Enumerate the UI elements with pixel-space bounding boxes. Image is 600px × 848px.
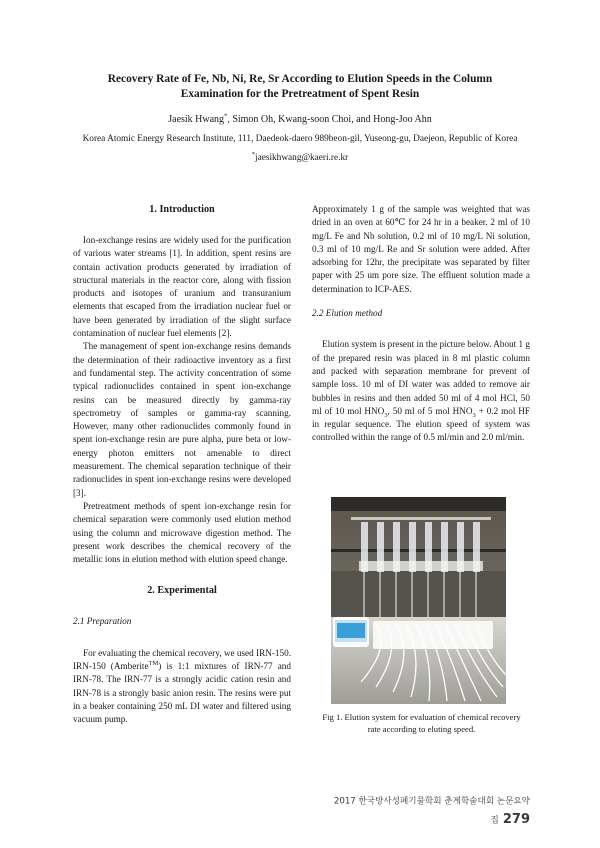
- paper-title: [60, 72, 540, 102]
- caption-line-1: Fig 1. Elution system for evaluation of chemical recovery: [322, 712, 521, 722]
- trademark-mark: TM: [148, 659, 159, 667]
- intro-paragraph-3: Pretreatment methods of spent ion-exchange resin for chemical separation were commonly used elution method using the column and microwave digestion method. The present work describes the chemical recovery of the metallic ions in elution method with elution speed change.: [73, 500, 291, 565]
- intro-paragraph-1: Ion-exchange resins are widely used for the purification of various water streams [1]. In addition, spent resins are contain activation products generated by irradiation of structural materials in the reactor core, along with fission products and isotopes of uranium and transuranium elements that escaped from the irradiation nuclear fuel or have been generated by irradiation of the slight surface contamination of nuclear fuel elements [2].: [73, 235, 291, 339]
- email-mark: *: [251, 150, 255, 158]
- elution-text-c: + 0.2 mol HF in regular sequence. The elution speed of system was controlled within the range of 0.5 ml/min and 2.0 ml/min.: [312, 405, 530, 443]
- introduction-heading: 1. Introduction: [149, 204, 215, 215]
- figure-caption: [309, 712, 534, 735]
- title-line-1: Recovery Rate of Fe, Nb, Ni, Re, Sr According to Elution Speeds in the Column: [107, 73, 493, 85]
- caption-line-2: rate according to eluting speed.: [367, 723, 476, 734]
- preparation-continued: Approximately 1 g of the sample was weighted that was dried in an oven at 60℃ for 24 hr in a beaker. 2 ml of 10 mg/L Fe and Nb solution, 0.2 ml of 10 mg/L Ni solution, 0.3 ml of 10 mg/L Re and Sr solution were added. After adsorbing for 12hr, the precipitate was separated by filter paper with 25 um pore size. The effluent solution made a determination to ICP-AES.: [312, 204, 530, 294]
- elution-paragraph: [312, 338, 530, 444]
- right-column: [312, 203, 530, 445]
- email-address: jaesikhwang@kaeri.re.kr: [255, 153, 349, 163]
- contact-email: [40, 152, 560, 165]
- author-list: [40, 113, 560, 126]
- subscript-3: 3: [472, 411, 476, 419]
- elution-text-a: Elution system is present in the picture below. About 1 g of the prepared resin was placed in 8 ml plastic column and packed with separation membrane for prevent of sample loss. 10 ml of DI water was added to remove air bubbles in resins and then added 50 ml of 4 mol HCl, 50 ml of 10 mol HNO: [312, 339, 530, 416]
- experimental-heading: 2. Experimental: [147, 585, 217, 597]
- subscript-3: 3: [384, 411, 388, 419]
- page-number: 279: [502, 812, 530, 827]
- corresponding-mark: *: [224, 112, 228, 120]
- preparation-text-a: For evaluating the chemical recovery, we used IRN-150. IRN-150 (Amberite: [73, 647, 291, 672]
- preparation-subheading: 2.1 Preparation: [73, 616, 132, 627]
- preparation-text-b: ) is 1:1 mixtures of IRN-77 and IRN-78. The IRN-77 is a strongly acidic cation resin and IRN-78 is a strongly basic anion resin. The resins were put in a beaker containing 250 mL DI water and filtered using vacuum pump.: [73, 661, 291, 725]
- photo-illustration: [331, 497, 506, 704]
- elution-system-photo: [331, 497, 506, 704]
- co-authors: , Simon Oh, Kwang-soon Choi, and Hong-Joo Ahn: [227, 114, 432, 125]
- affiliation: Korea Atomic Energy Research Institute, 111, Daedeok-daero 989beon-gil, Yuseong-gu, Daejeon, Republic of Korea: [82, 134, 518, 144]
- page-footer: [330, 790, 530, 828]
- intro-paragraph-2: The management of spent ion-exchange resins demands the determination of their radioactive inventory as a first and fundamental step. The activity concentration of some typical radionuclides contained in spent ion-exchange resins can be measured directly by gamma-ray spectrometry of samples or gamma-ray scanning. However, many other radionuclides commonly found in spent ion-exchange resin are pure alpha, pure beta or low-energy photon emitters not amenable to direct measurement. The chemical separation technique of their radionuclides in spent ion-exchange resins were developed [3].: [73, 341, 291, 498]
- elution-subheading: 2.2 Elution method: [312, 308, 383, 319]
- preparation-paragraph: [73, 647, 291, 727]
- left-column: [73, 203, 291, 727]
- elution-text-b: , 50 ml of 5 mol HNO: [387, 405, 473, 416]
- author-main: Jaesik Hwang: [168, 114, 225, 125]
- title-line-2: Examination for the Pretreatment of Spent Resin: [180, 88, 420, 100]
- proceedings-label: 2017 한국방사성폐기물학회 춘계학술대회 논문요약집: [333, 796, 530, 826]
